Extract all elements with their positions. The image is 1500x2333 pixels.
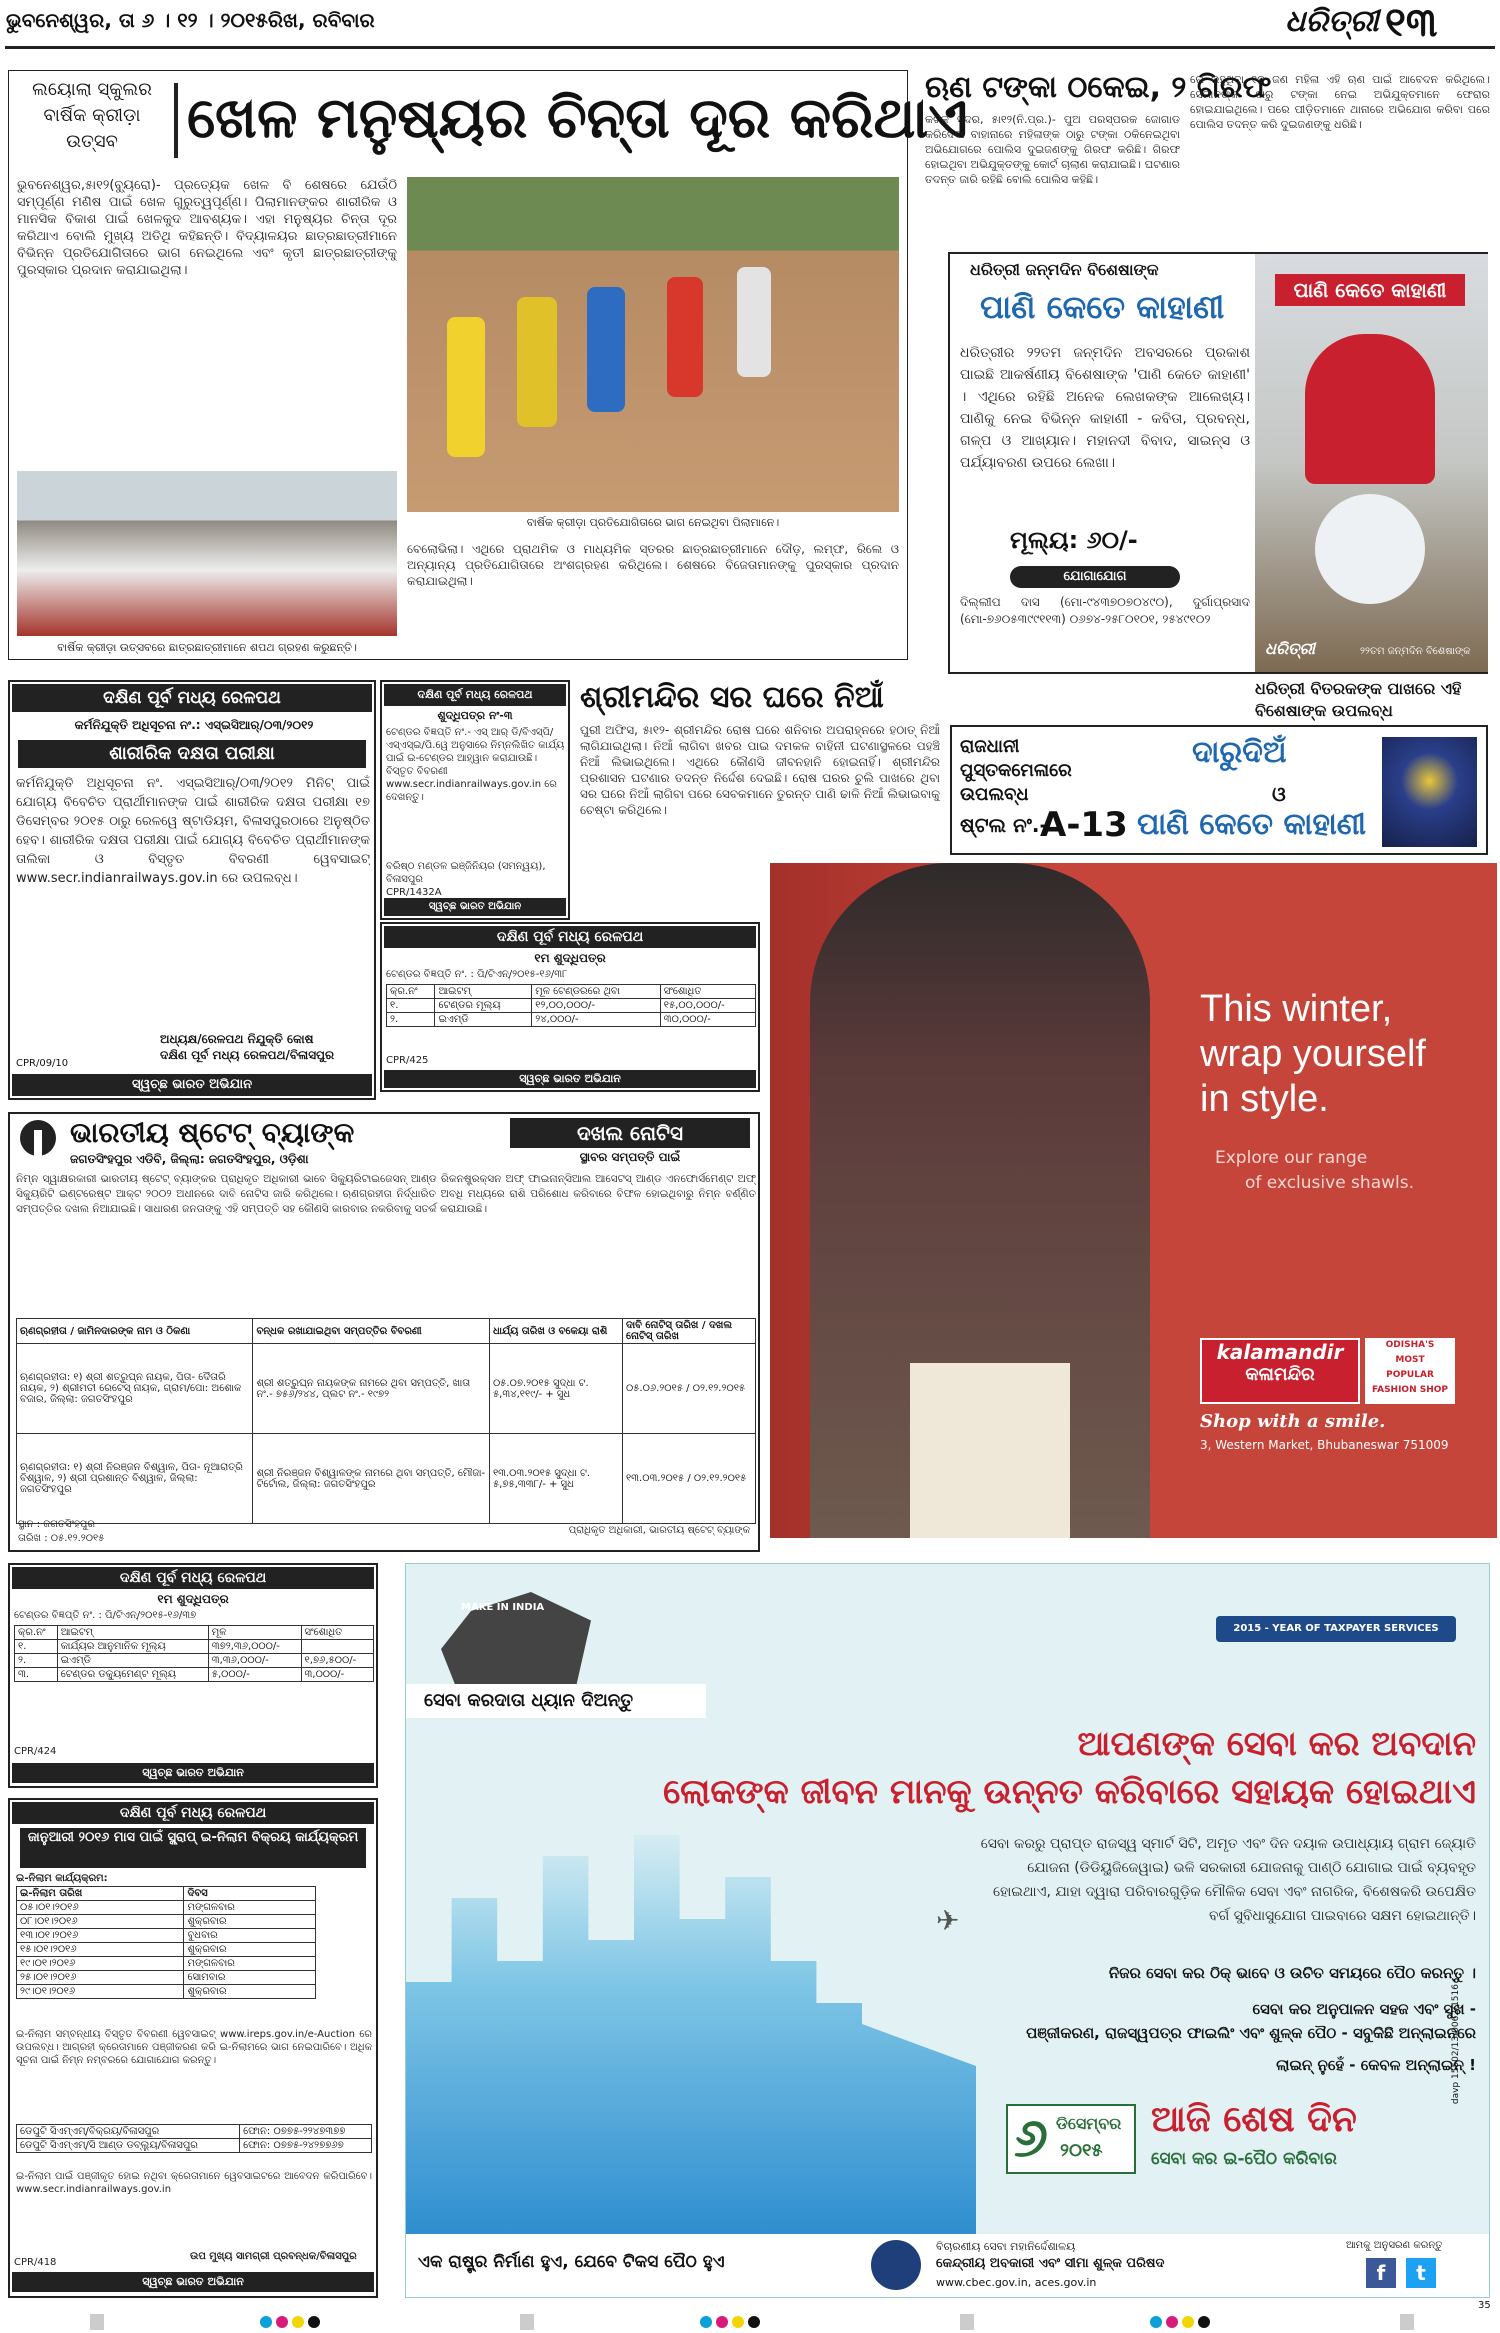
rail5-body-2: ଇ-ନିଲାମ ପାଇଁ ପଞ୍ଜୀକୃତ ହୋଇ ନଥିବା କ୍ରେତାମାନେ ୱେବସାଇଟରେ ଆବେଦନ କରିପାରିବେ। www.secr.indianrailways.gov.in — [16, 2171, 372, 2195]
deadline-badge — [1006, 2104, 1136, 2174]
rail5-dates-table — [16, 1886, 316, 1999]
table-header: ଇ-ନିଲାମ ତାରିଖ ଦିବସ — [17, 1887, 316, 1901]
kalamandir-logo — [1200, 1338, 1360, 1404]
ad-sub-2: of exclusive shawls. — [1245, 1173, 1414, 1193]
reg-dot-cyan — [700, 2316, 712, 2328]
race-caption: ବାର୍ଷିକ କ୍ରୀଡ଼ା ପ୍ରତିଯୋଗିତାରେ ଭାଗ ନେଇଥିବା ପିଲାମାନେ। — [526, 516, 780, 529]
tax-head-2: ଲୋକଙ୍କ ଜୀବନ ମାନକୁ ଉନ୍ନତ କରିବାରେ ସହାୟକ ହୋଇଥାଏ — [663, 1772, 1476, 1812]
rail3-head: ଟେଣ୍ଡର ବିଜ୍ଞପ୍ତି ନଂ. : ପି/ଟିଏନ୍/୨୦୧୫-୧୬/୩୮ — [386, 969, 568, 980]
table-row: ୧. କାର୍ଯ୍ୟର ଆନୁମାନିକ ମୂଲ୍ୟ ୩୭୨,୩୬,୦୦୦/- — [15, 1640, 374, 1654]
rail2-cpr: CPR/1432A — [386, 887, 442, 898]
book-title-2: ପାଣି କେତେ କାହାଣୀ — [1137, 807, 1367, 842]
table-row: ଋଣଗ୍ରହୀତା: ୧) ଶ୍ରୀ ଶତ୍ରୁଘ୍ନ ନାୟକ, ପିତା- ଦୈତାରି ନାୟକ, ୨) ଶ୍ରୀମତୀ ରେଟେସ୍ ନାୟକ, ଗ୍ରାମ/ପୋ: ଅଶୋକ ବଜାର, ଜିଲ୍ଲା: ଜଗତସିଂହପୁର ଶ୍ରୀ ଶତ୍ରୁଘ୍ନ ନାୟକଙ୍କ ନାମରେ ଥିବା ସମ୍ପତ୍ତି, ଖାତା ନଂ.- ୭୫୬/୨୪୪, ପ୍ଲଟ ନଂ.- ୧୯୭୨ ୦୫.୦୭.୨୦୧୫ ସୁଦ୍ଧା ଟ. ୫,୩୪,୧୧୯/- + ସୁଧ ୦୫.୦୬.୨୦୧୫ / ୦୨.୧୨.୨୦୧୫ — [17, 1344, 756, 1434]
table-row: ୧. ଟେଣ୍ଡର ମୂଲ୍ୟ ୧୨,୦୦,୦୦୦/- ୧୫,୦୦,୦୦୦/- — [387, 999, 756, 1013]
tax-line-3: ପଞ୍ଜୀକରଣ, ରାଜସ୍ୱପତ୍ର ଫାଇଲିଂ ଏବଂ ଶୁଳ୍କ ପୈଠ - ସବୁକିଛି ଅନ୍‌ଲାଇନରେ — [1026, 2024, 1476, 2042]
deadline-text: ଆଜି ଶେଷ ଦିନ — [1151, 2099, 1357, 2140]
rail3-banner: ଦକ୍ଷିଣ ପୂର୍ବ ମଧ୍ୟ ରେଳପଥ — [384, 926, 756, 948]
reg-dot-black — [1198, 2316, 1210, 2328]
ad-line-3: in style. — [1200, 1078, 1329, 1120]
tax-footer-bar — [406, 2234, 1489, 2297]
rail-notice-3 — [380, 922, 760, 1092]
stall-number: A-13 — [1040, 805, 1128, 845]
davp-code: davp 15502/13/0062/1516 — [1451, 1984, 1461, 2105]
header-rule — [5, 46, 1495, 49]
page-number: ୧୩ — [1385, 0, 1438, 46]
tax-head-1: ଆପଣଙ୍କ ସେବା କର ଅବଦାନ — [1077, 1724, 1476, 1764]
reg-dot-magenta — [1166, 2316, 1178, 2328]
rail2-banner: ଦକ୍ଷିଣ ପୂର୍ବ ମଧ୍ୟ ରେଳପଥ — [384, 684, 566, 706]
rail1-cpr: CPR/09/10 — [16, 1058, 69, 1069]
rail1-ref: କର୍ମନିଯୁକ୍ତି ଅଧିସୂଚନା ନଂ.: ଏସ୍‌ଇସିଆର୍/୦୩/୨୦୧୨ — [74, 718, 314, 732]
sports-headline: ଖେଳ ମନୁଷ୍ୟର ଚିନ୍ତା ଦୂର କରିଥାଏ — [187, 86, 968, 151]
sports-body-2: ବେଲୋଭିଲା। ଏଥିରେ ପ୍ରାଥମିକ ଓ ମାଧ୍ୟମିକ ସ୍ତରର ଛାତ୍ରଛାତ୍ରୀମାନେ ଦୌଡ଼, ଲମ୍ଫ, ରିଲେ ଓ ଅନ୍ୟାନ୍ୟ ପ୍ରତିଯୋଗିତାରେ ଅଂଶଗ୍ରହଣ କରିଥିଲେ। ଶେଷରେ ବିଜେତାମାନଙ୍କୁ ପୁରସ୍କାର ପ୍ରଦାନ କରାଯାଇଥିଲା। — [407, 542, 899, 588]
table-header: ଋଣଗ୍ରହୀତା / ଜାମିନଦାରଙ୍କ ନାମ ଓ ଠିକଣା ବନ୍ଧକ ରଖାଯାଇଥିବା ସମ୍ପତ୍ତିର ବିବରଣୀ ଧାର୍ଯ୍ୟ ତାରିଖ ଓ ବକେୟା ରାଶି ଦାବି ନୋଟିସ୍ ତାରିଖ / ଦଖଲ ନୋଟିସ୍ ତାରିଖ — [17, 1319, 756, 1344]
cover-water-hands — [1315, 494, 1425, 604]
brand-en: kalamandir — [1216, 1340, 1344, 1364]
reg-dot-black — [308, 2316, 320, 2328]
deadline-sub: ସେବା କର ଇ-ପୈଠ କରିବାର — [1151, 2149, 1337, 2169]
temple-headline: ଶ୍ରୀମନ୍ଦିର ସର ଘରେ ନିଆଁ — [580, 680, 884, 715]
rail4-cpr: CPR/424 — [14, 1746, 57, 1757]
tax-foot-c1: ବିଚାରଣୀୟ ସେବା ମହାନିର୍ଦ୍ଦେଶାଳୟ — [936, 2240, 1076, 2253]
rail5-list-label: ଇ-ନିଲାମ କାର୍ଯ୍ୟକ୍ରମ: — [16, 1873, 108, 1884]
table-row: ୨. ଇଏମ୍‌ଡି ୩,୩୬,୦୦୦/- ୧,୭୬,୫୦୦/- — [15, 1654, 374, 1668]
table-row: ୦୮।୦୧।୨୦୧୬ ଶୁକ୍ରବାର — [17, 1915, 316, 1929]
sbi-notice — [8, 1112, 760, 1552]
stall-label: ଷ୍ଟଲ ନଂ.- — [960, 813, 1048, 837]
reg-block — [1400, 2314, 1414, 2330]
rail2-sub: ଶୁଦ୍ଧିପତ୍ର ନଂ-୩ — [437, 709, 513, 722]
sports-story — [8, 70, 968, 660]
notice-sub: ସ୍ଥାବର ସମ୍ପତ୍ତି ପାଇଁ — [579, 1150, 681, 1164]
deadline-month: ଡିସେମ୍ବର — [1056, 2114, 1122, 2133]
book-fair-box — [950, 725, 1488, 855]
reg-dot-yellow — [732, 2316, 744, 2328]
debt-headline: ଋଣ ଟଙ୍କା ଠକେଇ, ୨ ଗିରଫ — [925, 70, 1272, 105]
masthead: ଧରିତ୍ରୀ — [1285, 4, 1379, 39]
rail5-contacts-wrap — [16, 2124, 372, 2153]
tax-foot-left: ଏକ ରାଷ୍ଟ୍ର ନିର୍ମାଣ ହୁଏ, ଯେବେ ଟିକସ ପୈଠ ହୁଏ — [418, 2252, 725, 2272]
rail3-sub: ୧ମ ଶୁଦ୍ଧିପତ୍ର — [534, 951, 606, 965]
rail1-sign-1: ଅଧ୍ୟକ୍ଷ/ରେଳପଥ ନିଯୁକ୍ତି କୋଷ — [160, 1032, 314, 1046]
rail-notice-4 — [8, 1563, 378, 1788]
temple-body: ପୁରୀ ଅଫିସ, ୫ା୧୨- ଶ୍ରୀମନ୍ଦିର ରୋଷ ଘରେ ଶନିବାର ଅପରାହ୍ନରେ ହଠାତ୍ ନିଆଁ ଲାଗିଯାଇଥିଲା। ନିଆଁ ଲାଗିବା ଖବର ପାଇ ଦମକଳ ବାହିନୀ ଘଟଣାସ୍ଥଳରେ ପହଞ୍ଚି ନିଆଁ ଲିଭାଇଥିଲେ। ଏଥିରେ କୌଣସି ଜୀବନହାନି ହୋଇନାହିଁ। ଶ୍ରୀମନ୍ଦିର ପ୍ରଶାସନ ଘଟଣାର ତଦନ୍ତ ନିର୍ଦ୍ଦେଶ ଦେଇଛି। ରୋଷ ଘରର ଚୁଲି ପାଖରେ ଥିବା ସର ଘରେ ନିଆଁ ଲାଗିବା ପରେ ସେବକମାନେ ତୁରନ୍ତ ପାଣି ଢାଳି ନିଆଁ ଲିଭାଇବାକୁ ଚେଷ୍ଟା କରିଥିଲେ। — [580, 723, 940, 817]
rail5-cpr: CPR/418 — [14, 2257, 57, 2268]
daru-cover — [1382, 737, 1477, 847]
brand-or: କଳାମନ୍ଦିର — [1245, 1364, 1315, 1385]
rail5-sign: ଉପ ମୁଖ୍ୟ ସାମଗ୍ରୀ ପ୍ରବନ୍ଧକ/ବିଳାସପୁର — [190, 2251, 357, 2262]
oath-caption: ବାର୍ଷିକ କ୍ରୀଡ଼ା ଉତ୍ସବରେ ଛାତ୍ରଛାତ୍ରୀମାନେ ଶପଥ ଗ୍ରହଣ କରୁଛନ୍ତି। — [57, 641, 357, 654]
tax-line-2: ସେବା କର ଅନୁପାଳନ ସହଜ ଏବଂ ସୁଖ - — [1252, 2000, 1476, 2018]
child-runner — [737, 267, 771, 377]
table-row: ଡେପୁଟି ସିଏମ୍‌ଏମ୍/ବିକ୍ରୟ/ବିଳାସପୁର ଫୋନ: ୦୭୭୫-୨୨୪୭୩୭୭ — [17, 2125, 372, 2139]
service-tax-ad — [405, 1563, 1490, 2298]
promo-price: ମୂଲ୍ୟ: ୬୦/- — [1010, 526, 1138, 554]
reg-dot-yellow — [292, 2316, 304, 2328]
city-skyline — [406, 1814, 976, 2234]
rail2-sign: ବରିଷ୍ଠ ମଣ୍ଡଳ ଇଞ୍ଜିନିୟର (ସମନ୍ୱୟ), ବିଳାସପୁର — [386, 861, 546, 885]
reg-dot-black — [748, 2316, 760, 2328]
rail5-body: ଇ-ନିଲାମ ସମ୍ବନ୍ଧୀୟ ବିସ୍ତୃତ ବିବରଣୀ ୱେବସାଇଟ୍ www.ireps.gov.in/e-Auction ରେ ଉପଲବ୍ଧ। ଆଗ୍ରହୀ କ୍ରେତାମାନେ ପଞ୍ଜୀକରଣ କରି ଇ-ନିଲାମରେ ଭାଗ ନେଇପାରିବେ। ଅଧିକ ସୂଚନା ପାଇଁ ନିମ୍ନ ନମ୍ବରରେ ଯୋଗାଯୋଗ କରନ୍ତୁ। — [16, 2029, 372, 2066]
rail2-footer: ସ୍ୱଚ୍ଛ ଭାରତ ଅଭିଯାନ — [384, 898, 566, 916]
child-runner — [587, 287, 625, 412]
table-row: ୧୯।୦୧।୨୦୧୬ ମଙ୍ଗଳବାର — [17, 1957, 316, 1971]
rail5-contacts — [16, 2124, 372, 2153]
rail5-banner: ଦକ୍ଷିଣ ପୂର୍ବ ମଧ୍ୟ ରେଳପଥ — [12, 1802, 374, 1824]
sbi-date: ତାରିଖ : ୦୫.୧୨.୨୦୧୫ — [18, 1533, 105, 1544]
ad-slogan: Shop with a smile. — [1200, 1411, 1386, 1432]
tax-tagline: ସେବା କରଦାତା ଧ୍ୟାନ ଦିଅନ୍ତୁ — [406, 1684, 706, 1718]
sports-kicker: ଲୟୋଲା ସ୍କୁଲର ବାର୍ଷିକ କ୍ରୀଡ଼ା ଉତ୍ସବ — [32, 79, 152, 152]
folio-small: 35 — [1478, 2300, 1491, 2311]
debt-body: କଟକ ସଦର, ୫ା୧୨(ନି.ପ୍ର.)- ପୁଅ ପରସ୍ପରକ ଜୋଗାଡ କରିଦେବା ବାହାନାରେ ମହିଳାଙ୍କ ଠାରୁ ଟଙ୍କା ଠକିନେଇଥିବା ଅଭିଯୋଗରେ ପୋଲିସ ଦୁଇଜଣଙ୍କୁ ଗିରଫ କରିଛି। ଗିରଫ ହୋଇଥିବା ଅଭିଯୁକ୍ତଙ୍କୁ କୋର୍ଟ ଚାଲାଣ କରାଯାଇଛି। ଘଟଣାର ତଦନ୍ତ ଜାରି ରହିଛି ବୋଲି ପୋଲିସ କହିଛି। — [925, 113, 1180, 186]
rail3-cpr: CPR/425 — [386, 1055, 429, 1066]
reg-dot-cyan — [1150, 2316, 1162, 2328]
reg-dot-magenta — [276, 2316, 288, 2328]
kicker-divider — [174, 83, 178, 158]
availability-note: ଧରିତ୍ରୀ ବିତରକଙ୍କ ପାଖରେ ଏହି ବିଶେଷାଙ୍କ ଉପଲବ୍ଧ — [1255, 679, 1462, 720]
ad-sub-1: Explore our range — [1215, 1148, 1368, 1168]
tax-foot-url: www.cbec.gov.in, aces.gov.in — [936, 2276, 1097, 2289]
table-row: ୨୯।୦୧।୨୦୧୬ ଶୁକ୍ରବାର — [17, 1985, 316, 1999]
table-row: ୨୫।୦୧।୨୦୧୬ ସୋମବାର — [17, 1971, 316, 1985]
fashion-tag: ODISHA'S MOST POPULAR FASHION SHOP — [1365, 1338, 1455, 1404]
reg-block — [960, 2314, 974, 2330]
contact-label: ଯୋଗାଯୋଗ — [1010, 566, 1180, 588]
race-photo — [407, 177, 899, 512]
reg-dot-magenta — [716, 2316, 728, 2328]
sbi-table — [16, 1318, 756, 1524]
tax-foot-c2: କେନ୍ଦ୍ରୀୟ ଅବକାରୀ ଏବଂ ସୀମା ଶୁଳ୍କ ପରିଷଦ — [936, 2256, 1165, 2271]
tax-line-4: ଲାଇନ୍ ନୁହେଁ - କେବଳ ଅନ୍‌ଲାଇନ୍ ! — [1276, 2056, 1476, 2074]
table-row: ୦୫।୦୧।୨୦୧୬ ମଙ୍ଗଳବାର — [17, 1901, 316, 1915]
model-skirt — [910, 1363, 1070, 1538]
table-row: ୩. ଟେଣ୍ଡର ଡକ୍ୟୁମେଣ୍ଟ ମୂଲ୍ୟ ୫,୦୦୦/- ୩,୦୦୦/- — [15, 1668, 374, 1682]
reg-block — [90, 2314, 104, 2330]
rail4-head: ଟେଣ୍ଡର ବିଜ୍ଞପ୍ତି ନଂ. : ପି/ଟିଏନ୍/୨୦୧୫-୧୬/୩୭ — [14, 1610, 197, 1621]
rail1-banner: ଦକ୍ଷିଣ ପୂର୍ବ ମଧ୍ୟ ରେଳପଥ — [12, 684, 372, 712]
rail-notice-1 — [8, 680, 376, 1100]
debt-body-2: ରେ ରହୁଥିବା ୧୦ ଜଣ ମହିଳା ଏହି ଋଣ ପାଇଁ ଆବେଦନ କରିଥିଲେ। ସେମାନଙ୍କ ଠାରୁ ଟଙ୍କା ନେଇ ଅଭିଯୁକ୍ତମାନେ ଫେରାର ହୋଇଯାଇଥିଲେ। ପରେ ପୀଡ଼ିତମାନେ ଥାନାରେ ଅଭିଯୋଗ କରିବା ପରେ ପୋଲିସ ତଦନ୍ତ କରି ଦୁଇଜଣଙ୍କୁ ଧରିଛି। — [1190, 73, 1490, 131]
rail4-footer: ସ୍ୱଚ୍ଛ ଭାରତ ଅଭିଯାନ — [12, 1763, 374, 1783]
cover-title: ପାଣି କେତେ କାହାଣୀ — [1275, 274, 1465, 306]
child-runner — [667, 277, 703, 397]
shawl-ad — [770, 863, 1497, 1538]
ad-address: 3, Western Market, Bhubaneswar 751009 — [1200, 1438, 1449, 1452]
sbi-name: ଭାରତୀୟ ଷ୍ଟେଟ୍ ବ୍ୟାଙ୍କ — [70, 1116, 355, 1149]
sbi-body: ନିମ୍ନ ସ୍ୱାକ୍ଷରକାରୀ ଭାରତୀୟ ଷ୍ଟେଟ୍ ବ୍ୟାଙ୍କର ପ୍ରାଧିକୃତ ଅଧିକାରୀ ଭାବେ ସିକ୍ୟୁରିଟାଇଜେସନ୍ ଆଣ୍ଡ ରିକନଷ୍ଟ୍ରକ୍ସନ ଅଫ୍ ଫାଇନାନ୍ସିଆଲ ଆସେଟସ୍ ଆଣ୍ଡ ଏନଫୋର୍ସମେଣ୍ଟ ଅଫ୍ ସିକ୍ୟୁରିଟି ଇଣ୍ଟରେଷ୍ଟ ଆକ୍ଟ ୨୦୦୨ ଅଧୀନରେ ଦାବି ନୋଟିସ ଜାରି କରିଥିଲେ। ଋଣଗ୍ରହୀତା ନିର୍ଦ୍ଧାରିତ ଅବଧି ମଧ୍ୟରେ ରାଶି ପରିଶୋଧ କରିବାରେ ବିଫଳ ହୋଇଥିବାରୁ ନିମ୍ନ ବର୍ଣ୍ଣିତ ସମ୍ପତ୍ତିର ଦଖଲ ନିଆଯାଇଛି। ସାଧାରଣ ଜନତାଙ୍କୁ ଏହି ସମ୍ପତ୍ତି ସହ କୌଣସି କାରବାର ନକରିବାକୁ ସତର୍କ କରାଯାଉଛି। — [16, 1173, 756, 1215]
book-title-1: ଦାରୁଦିଅଁ — [1192, 735, 1287, 770]
rail1-body: କର୍ମନିଯୁକ୍ତି ଅଧିସୂଚନା ନଂ. ଏସ୍‌ଇସିଆର୍/୦୩/୨୦୧୨ ମିନିଟ୍ ପାଇଁ ଯୋଗ୍ୟ ବିବେଚିତ ପ୍ରାର୍ଥୀମାନଙ୍କ ପାଇଁ ଶାରୀରିକ ଦକ୍ଷତା ପରୀକ୍ଷା ୧୭ ଡିସେମ୍ବର ୨୦୧୫ ଠାରୁ ରେଳୱେ ଷ୍ଟାଡିୟମ, ବିଳାସପୁରଠାରେ ଅନୁଷ୍ଠିତ ହେବ। ଶାରୀରିକ ଦକ୍ଷତା ପରୀକ୍ଷା ପାଇଁ ଯୋଗ୍ୟ ବିବେଚିତ ପ୍ରାର୍ଥୀମାନଙ୍କ ତାଲିକା ଓ ବିସ୍ତୃତ ବିବରଣୀ ୱେବସାଇଟ୍ www.secr.indianrailways.gov.in ରେ ଉପଲବ୍ଧ। — [16, 776, 370, 886]
sbi-branch: ଜଗତସିଂହପୁର ଏଡିବି, ଜିଲ୍ଲା: ଜଗତସିଂହପୁର, ଓଡ଼ିଶା — [70, 1152, 309, 1166]
table-row: କ୍ର.ନଂ ଆଇଟମ୍ ମୂଳ ସଂଶୋଧିତ — [15, 1626, 374, 1640]
rail1-subtitle: ଶାରୀରିକ ଦକ୍ଷତା ପରୀକ୍ଷା — [18, 740, 366, 768]
and-text: ଓ — [1272, 782, 1286, 806]
facebook-icon[interactable]: f — [1366, 2258, 1396, 2288]
make-in-india: MAKE IN INDIA — [461, 1602, 545, 1613]
fair-label: ରାଜଧାନୀ ପୁସ୍ତକମେଳାରେ ଉପଲବ୍ଧ — [960, 736, 1072, 805]
table-row: କ୍ର.ନଂ ଆଇଟମ୍ ମୂଳ ଟେଣ୍ଡରରେ ଥିବା ସଂଶୋଧିତ — [387, 985, 756, 999]
sbi-table-wrap — [16, 1318, 756, 1524]
book-cover — [1255, 254, 1488, 672]
rail1-sign-2: ଦକ୍ଷିଣ ପୂର୍ବ ମଧ୍ୟ ରେଳପଥ/ବିଳାସପୁର — [160, 1048, 335, 1062]
child-runner — [447, 317, 485, 457]
tax-body: ସେବା କରରୁ ପ୍ରାପ୍ତ ରାଜସ୍ୱ ସ୍ମାର୍ଟ ସିଟି, ଅମୃତ ଏବଂ ଦିନ ଦୟାଳ ଉପାଧ୍ୟାୟ ଗ୍ରାମ ଜ୍ୟୋତି ଯୋଜନା (ଡିଡିୟୁଜିଜେୱାଇ) ଭଳି ସରକାରୀ ଯୋଜନାକୁ ପାଣ୍ଠି ଯୋଗାଇ ପାଇଁ ବ୍ୟବହୃତ ହୋଇଥାଏ, ଯାହା ଦ୍ୱାରା ପରିବାରଗୁଡ଼ିକ ମୌଳିକ ସେବା ଏବଂ ନାଗରିକ, ବିଶେଷକରି ଉପେକ୍ଷିତ ବର୍ଗ ସୁବିଧାସୁଯୋଗ ପାଇବାରେ ସକ୍ଷମ ହୋଇଥାନ୍ତି। — [980, 1836, 1476, 1924]
cover-figure — [1305, 334, 1435, 484]
color-registration-strip — [0, 2312, 1500, 2333]
ad-line-2: wrap yourself — [1200, 1033, 1426, 1075]
deadline-day: ୬ — [1014, 2106, 1048, 2169]
rail4-table — [14, 1625, 374, 1682]
twitter-icon[interactable]: t — [1406, 2258, 1436, 2288]
rail5-footer: ସ୍ୱଚ୍ଛ ଭାରତ ଅଭିଯାନ — [12, 2272, 374, 2292]
rail4-sub: ୧ମ ଶୁଦ୍ଧିପତ୍ର — [157, 1592, 229, 1606]
rail4-banner: ଦକ୍ଷିଣ ପୂର୍ବ ମଧ୍ୟ ରେଳପଥ — [12, 1567, 374, 1589]
book-promo — [948, 252, 1488, 674]
rail2-body: ଟେଣ୍ଡର ବିଜ୍ଞପ୍ତି ନଂ.- ଏସ୍ ଆର୍ ଡି/ବିଏସ୍‌ପି/ଏସ୍‌ଏସ୍‌ଇ/ପି.ୱେ ଅନୁସାରେ ନିମ୍ନଲିଖିତ କାର୍ଯ୍ୟ ପାଇଁ ଇ-ଟେଣ୍ଡର ଆହ୍ୱାନ କରାଯାଉଛି। ବିସ୍ତୃତ ବିବରଣୀ www.secr.indianrailways.gov.in ରେ ଦେଖନ୍ତୁ। — [386, 727, 565, 803]
rail5-dates-wrap — [16, 1886, 316, 1999]
emblem-icon — [871, 2240, 921, 2290]
sbi-place: ସ୍ଥାନ : ଜଗତସିଂହପୁର — [18, 1519, 95, 1530]
notice-title: ଦଖଲ ନୋଟିସ — [510, 1118, 750, 1148]
rail1-footer: ସ୍ୱଚ୍ଛ ଭାରତ ଅଭିଯାନ — [12, 1074, 372, 1096]
cover-sub: ୨୨ତମ ଜନ୍ମଦିନ ବିଶେଷାଙ୍କ — [1360, 646, 1471, 657]
table-row: ୧୫।୦୧।୨୦୧୬ ଶୁକ୍ରବାର — [17, 1943, 316, 1957]
promo-body: ଧରିତ୍ରୀର ୨୨ତମ ଜନ୍ମଦିନ ଅବସରରେ ପ୍ରକାଶ ପାଇଛି ଆକର୍ଷଣୀୟ ବିଶେଷାଙ୍କ 'ପାଣି କେତେ କାହାଣୀ' । ଏଥିରେ ରହିଛି ଅନେକ ଲେଖକଙ୍କ ଆଲେଖ୍ୟ। ପାଣିକୁ ନେଇ ବିଭିନ୍ନ କାହାଣୀ - କବିତା, ପ୍ରବନ୍ଧ, ଗଳ୍ପ ଓ ଆଖ୍ୟାନ। ମହାନଦୀ ବିବାଦ, ସାଇନ୍ସ ଓ ପର୍ଯ୍ୟାବରଣ ଉପରେ ଲେଖା। — [960, 345, 1250, 471]
table-row: ଡେପୁଟି ସିଏମ୍‌ଏମ୍/ସି ଆଣ୍ଡ ଡବ୍ଲ୍ୟୁ/ବିଳାସପୁର ଫୋନ: ୦୭୭୫-୨୪୨୭୭୬୭ — [17, 2139, 372, 2153]
tax-line-1: ନିଜର ସେବା କର ଠିକ୍ ଭାବେ ଓ ଉଚିତ ସମୟରେ ପୈଠ କରନ୍ତୁ । — [1108, 1964, 1476, 1982]
rail3-footer: ସ୍ୱଚ୍ଛ ଭାରତ ଅଭିଯାନ — [384, 1070, 756, 1088]
airplane-icon: ✈ — [936, 1904, 960, 1937]
table-row: ୧୩।୦୧।୨୦୧୬ ବୁଧବାର — [17, 1929, 316, 1943]
promo-title: ପାଣି କେତେ କାହାଣୀ — [980, 288, 1225, 326]
rail4-table-wrap — [14, 1625, 374, 1682]
table-row: ୨. ଇଏମ୍‌ଡି ୨୪,୦୦୦/- ୩୦,୦୦୦/- — [387, 1013, 756, 1027]
rail5-sub: ଜାନୁଆରୀ ୨୦୧୬ ମାସ ପାଇଁ ସ୍କ୍ରାପ୍ ଇ-ନିଲାମ ବିକ୍ରୟ କାର୍ଯ୍ୟକ୍ରମ — [20, 1828, 366, 1868]
promo-contact: ଦିଲ୍ଲୀପ ଦାସ (ମୋ-୯୪୩୭୦୭୦୪୯୦), ଦୁର୍ଗାପ୍ରସାଦ (ମୋ-୭୬୦୫୩୯୯୧୧୩) ୦୬୭୪-୨୫୮୦୧୦୧, ୨୫୪୯୧୦୨ — [960, 595, 1250, 626]
rail3-table — [386, 984, 756, 1027]
promo-kicker: ଧରିତ୍ରୀ ଜନ୍ମଦିନ ବିଶେଷାଙ୍କ — [970, 260, 1159, 279]
reg-dot-cyan — [260, 2316, 272, 2328]
table-row: ଋଣଗ୍ରହୀତା: ୧) ଶ୍ରୀ ନିରଞ୍ଜନ ବିଶ୍ୱାଳ, ପିତା- ନୂଆରାତ୍ରି ବିଶ୍ୱାଳ, ୨) ଶ୍ରୀ ପ୍ରଶାନ୍ତ ବିଶ୍ୱାଳ, ଜିଲ୍ଲା: ଜଗତସିଂହପୁର ଶ୍ରୀ ନିରଞ୍ଜନ ବିଶ୍ୱାଳଙ୍କ ନାମରେ ଥିବା ସମ୍ପତ୍ତି, ମୌଜା- ଟିର୍ଟୋଲ, ଜିଲ୍ଲା: ଜଗତସିଂହପୁର ୧୩.୦୩.୨୦୧୫ ସୁଦ୍ଧା ଟ. ୫,୭୫,୩୩୮/- + ସୁଧ ୧୩.୦୩.୨୦୧୫ / ୦୨.୧୨.୨୦୧୫ — [17, 1434, 756, 1524]
deadline-year: ୨୦୧୫ — [1060, 2140, 1103, 2161]
year-ribbon: 2015 - YEAR OF TAXPAYER SERVICES — [1216, 1616, 1456, 1642]
reg-dot-yellow — [1182, 2316, 1194, 2328]
sports-body: ଭୁବନେଶ୍ୱର,୫ା୧୨(ବ୍ୟୁରୋ)- ପ୍ରତ୍ୟେକ ଖେଳ ବି ଶେଷରେ ଯେଉଁଠି ସମ୍ପୂର୍ଣ୍ଣ ମଣିଷ ପାଇଁ ଖେଳ ଗୁରୁତ୍ୱପୂର୍ଣ୍ଣ। ପିଲାମାନଙ୍କର ଶାରୀରିକ ଓ ମାନସିକ ବିକାଶ ପାଇଁ ଖେଳକୁଦ ଆବଶ୍ୟକ। ଏହା ମନୁଷ୍ୟର ଚିନ୍ତା ଦୂର କରିଥାଏ ବୋଲି ମୁଖ୍ୟ ଅତିଥି କହିଛନ୍ତି। ବିଦ୍ୟାଳୟର ଛାତ୍ରଛାତ୍ରୀମାନେ ବିଭିନ୍ନ ପ୍ରତିଯୋଗିତାରେ ଭାଗ ନେଇଥିଲେ ଏବଂ କୃତୀ ଛାତ୍ରଛାତ୍ରୀଙ୍କୁ ପୁରସ୍କାର ପ୍ରଦାନ କରାଯାଇଥିଲା। — [17, 178, 397, 278]
follow-text: ଆମକୁ ଅନୁସରଣ କରନ୍ତୁ — [1346, 2240, 1443, 2251]
rail3-table-wrap — [386, 984, 756, 1027]
oath-photo — [17, 471, 397, 636]
child-runner — [517, 297, 557, 427]
ad-line-1: This winter, — [1200, 988, 1393, 1030]
rail-notice-2 — [380, 680, 570, 920]
sbi-logo — [20, 1120, 56, 1156]
rail-notice-5 — [8, 1798, 378, 2298]
cover-brand: ଧରିତ୍ରୀ — [1265, 639, 1315, 658]
sbi-sign: ପ୍ରାଧିକୃତ ଅଧିକାରୀ, ଭାରତୀୟ ଷ୍ଟେଟ୍ ବ୍ୟାଙ୍କ — [568, 1525, 750, 1536]
dateline: ଭୁବନେଶ୍ୱର, ତା ୬ । ୧୨ । ୨୦୧୫ରିଖ, ରବିବାର — [6, 8, 375, 32]
reg-block — [520, 2314, 534, 2330]
